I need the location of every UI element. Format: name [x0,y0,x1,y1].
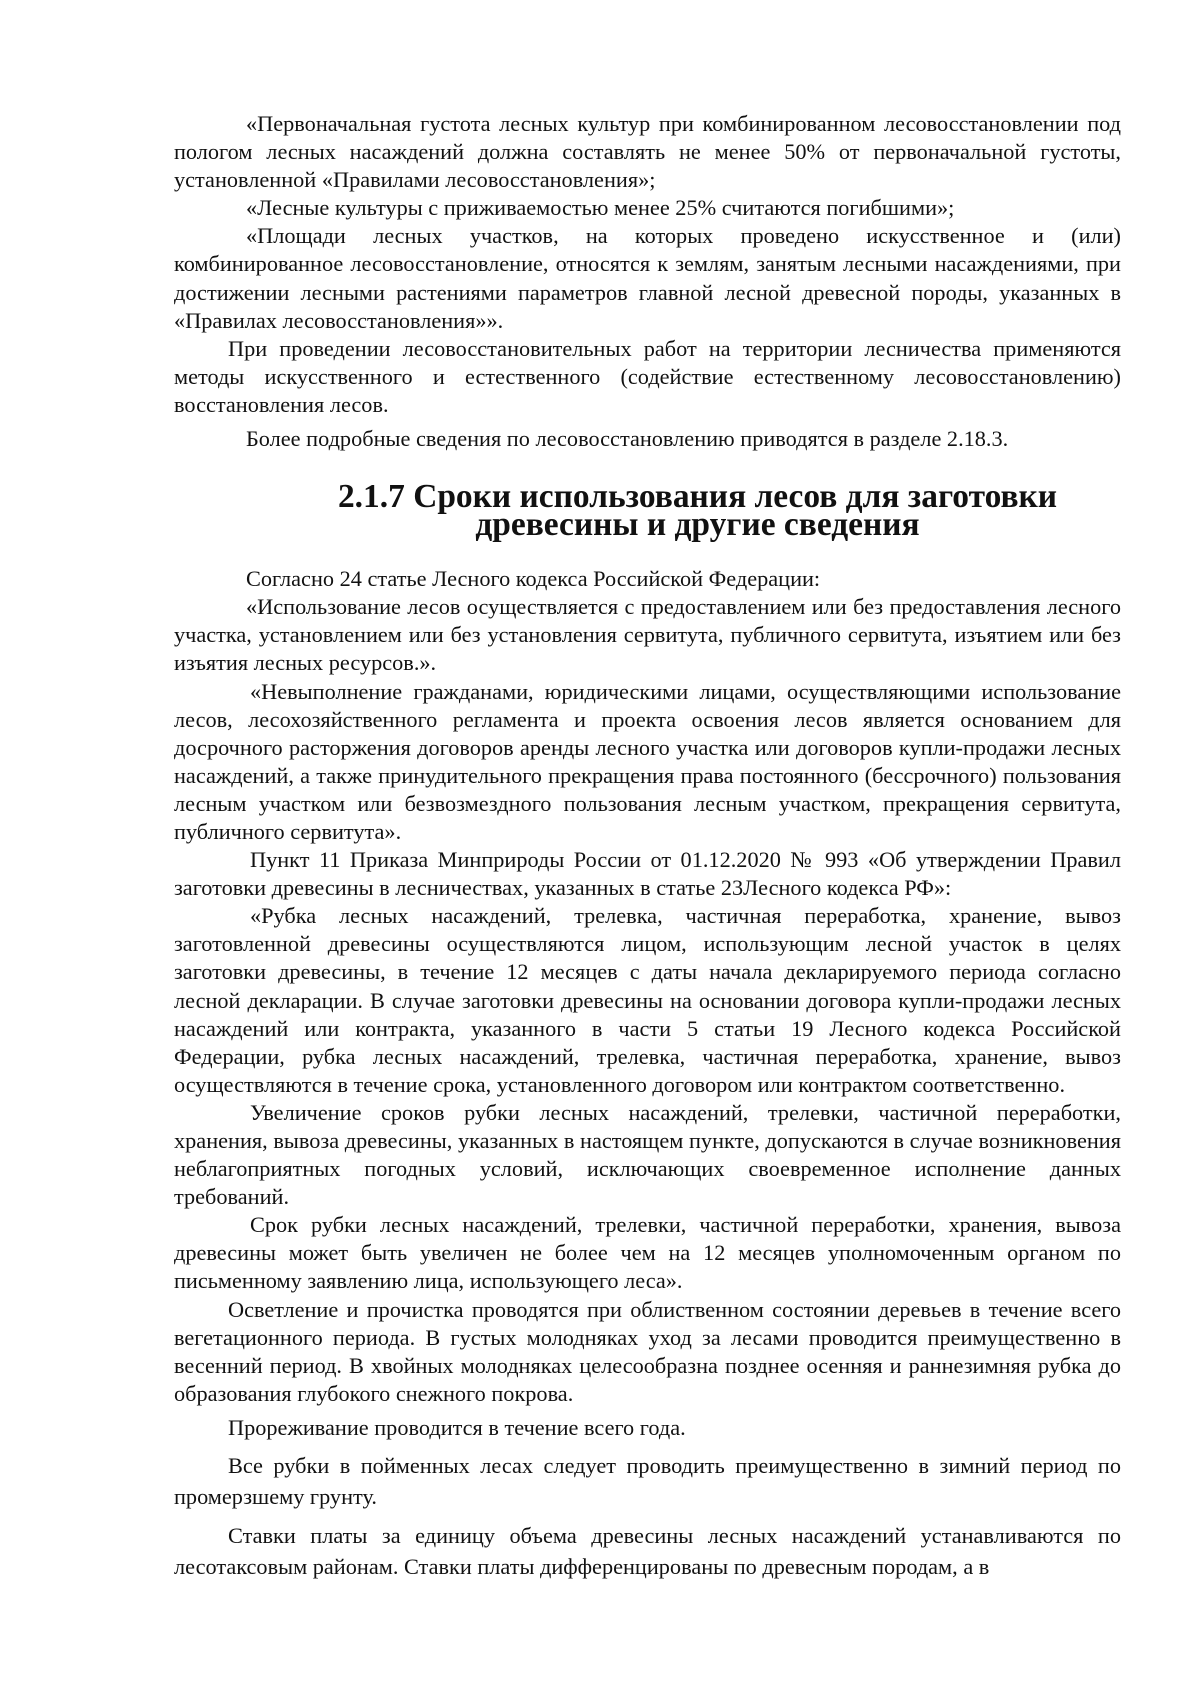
paragraph: Ставки платы за единицу объема древесины лесных насаждений устанавливаются по лесотаксовым районам. Ставки платы дифференцированы по древесным породам, а в [174,1523,1121,1580]
paragraph: Срок рубки лесных насаждений, трелевки, частичной переработки, хранения, вывоза древесины может быть увеличен не более чем на 12 месяцев уполномоченным органом по письменному заявлению лица, использующего леса». [174,1212,1121,1294]
paragraph: «Невыполнение гражданами, юридическими лицами, осуществляющими использование лесов, лесохозяйственного регламента и проекта освоения лесов является основанием для досрочного расторжения договоров аренды лесного участка или договоров купли-продажи лесных насаждений, а также принудительного прекращения права постоянного (бессрочного) пользования лесным участком или безвозмездного пользования лесным участком, прекращения сервитута, публичного сервитута». [174,678,1121,844]
paragraph: «Площади лесных участков, на которых проведено искусственное и (или) комбинированное лесовосстановление, относятся к землям, занятым лесными насаждениями, при достижении лесными растениями параметров главной лесной древесной породы, указанных в «Правилах лесовосстановления»». [174,223,1121,333]
paragraph: «Лесные культуры с приживаемостью менее 25% считаются погибшими»; [246,195,955,221]
paragraph: Более подробные сведения по лесовосстановлению приводятся в разделе 2.18.3. [246,426,1009,452]
paragraph: При проведении лесовосстановительных работ на территории лесничества применяются методы искусственного и естественного (содействие естественному лесовосстановлению) восстановления лесов. [174,335,1121,417]
paragraph: «Использование лесов осуществляется с предоставлением или без предоставления лесного участка, установлением или без установления сервитута, публичного сервитута, изъятием или без изъятия лесных ресурсов.». [174,594,1121,676]
section-heading: 2.1.7 Сроки использования лесов для заготовки древесины и другие сведения [337,478,1058,544]
paragraph: «Рубка лесных насаждений, трелевка, частичная переработка, хранение, вывоз заготовленной древесины осуществляются лицом, использующим лесной участок в целях заготовки древесины, в течение 12 месяцев с даты начала декларируемого периода согласно лесной декларации. В случае заготовки древесины на основании договора купли-продажи лесных насаждений или контракта, указанного в части 5 статьи 19 Лесного кодекса Российской Федерации, рубка лесных насаждений, трелевка, частичная переработка, хранение, вывоз осуществляются в течение срока, установленного договором или контрактом соответственно. [174,903,1121,1097]
paragraph: Увеличение сроков рубки лесных насаждений, трелевки, частичной переработки, хранения, вывоза древесины, указанных в настоящем пункте, допускаются в случае возникновения неблагоприятных погодных условий, исключающих своевременное исполнение данных требований. [174,1099,1121,1210]
paragraph: Согласно 24 статье Лесного кодекса Российской Федерации: [246,566,821,592]
document-page [174,110,1121,1582]
paragraph: Прореживание проводится в течение всего года. [228,1414,686,1440]
paragraph: Все рубки в пойменных лесах следует проводить преимущественно в зимний период по промерзшему грунту. [174,1453,1121,1510]
paragraph: Осветление и прочистка проводятся при облиственном состоянии деревьев в течение всего вегетационного периода. В густых молодняках уход за лесами проводится преимущественно в весенний период. В хвойных молодняках целесообразна позднее осенняя и раннезимняя рубка до образования глубокого снежного покрова. [174,1296,1121,1406]
paragraph: «Первоначальная густота лесных культур при комбинированном лесовосстановлении под пологом лесных насаждений должна составлять не менее 50% от первоначальной густоты, установленной «Правилами лесовосстановления»; [174,111,1121,193]
paragraph: Пункт 11 Приказа Минприроды России от 01.12.2020 № 993 «Об утверждении Правил заготовки древесины в лесничествах, указанных в статье 23Лесного кодекса РФ»: [174,847,1121,901]
